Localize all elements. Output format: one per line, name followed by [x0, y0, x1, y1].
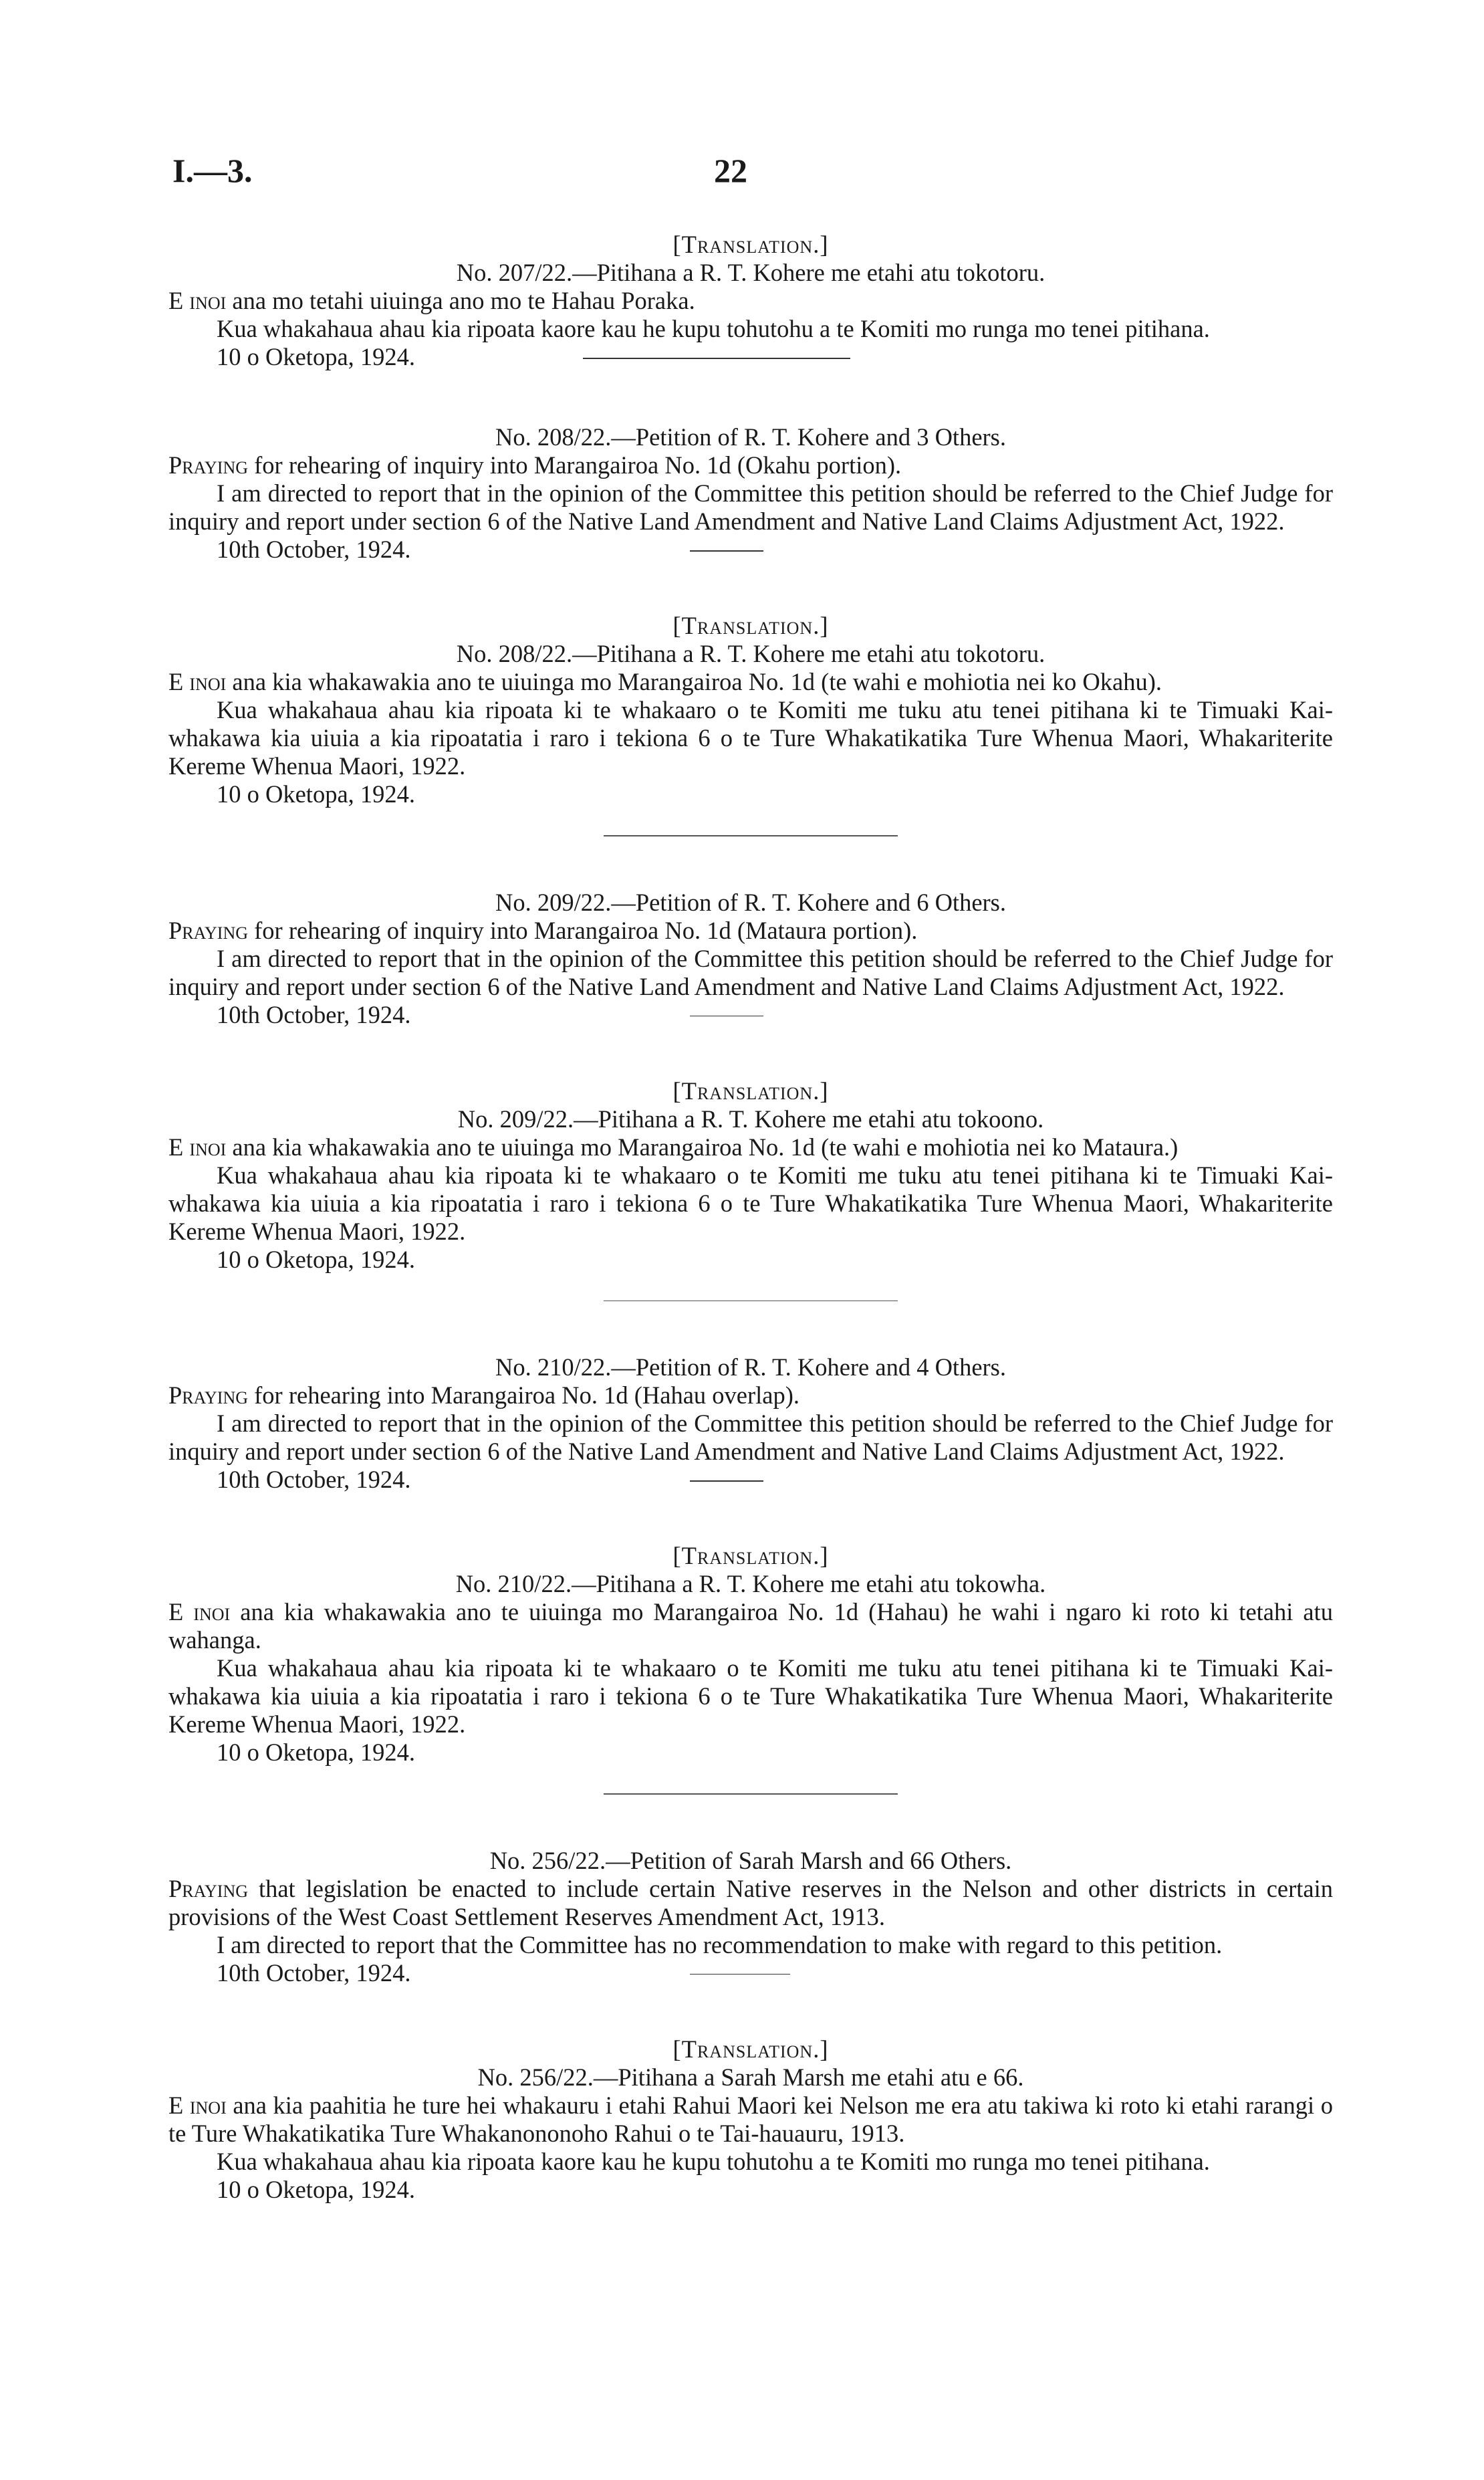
report-date: 10th October, 1924.	[217, 1000, 411, 1028]
report-date: 10 o Oketopa, 1924.	[217, 780, 416, 808]
petition-title-text: —Pitihana a R. T. Kohere me etahi atu tokotoru.	[572, 259, 1045, 286]
prayer-text: ana kia whakawakia ano te uiuinga mo Marangairoa No. 1d (Hahau) he wahi i ngaro ki roto ki tetahi atu wahanga.	[168, 1598, 1334, 1654]
section-separator	[604, 1793, 898, 1795]
prayer-paragraph	[168, 1875, 1333, 1931]
dateline	[168, 1959, 1333, 1987]
prayer-text: ana kia paahitia he ture hei whakauru i etahi Rahui Maori kei Nelson me era atu takiwa ki roto ki etahi rarangi o te Ture Whakatikatika Ture Whakanononoho Rahui o te Tai-hauauru, 1913.	[168, 2091, 1333, 2147]
petition-entry	[168, 2035, 1333, 2204]
prayer-paragraph	[168, 1598, 1333, 1654]
prayer-text: ana mo tetahi uiuinga ano mo te Hahau Poraka.	[226, 287, 695, 314]
petition-title-text: —Petition of Sarah Marsh and 66 Others.	[606, 1846, 1012, 1874]
petition-entry	[168, 231, 1333, 371]
petition-title-text: —Pitihana a R. T. Kohere me etahi atu tokoono.	[574, 1105, 1044, 1133]
petition-number: No. 256/22.	[489, 1846, 606, 1874]
prayer-lead: Praying	[168, 451, 249, 479]
report-date: 10th October, 1924.	[217, 536, 411, 563]
petition-title-text: —Pitihana a R. T. Kohere me etahi atu tokotoru.	[572, 640, 1045, 667]
prayer-text: for rehearing of inquiry into Marangairoa No. 1d (Mataura portion).	[248, 916, 918, 944]
petition-title	[168, 640, 1333, 668]
petition-number: No. 208/22.	[456, 640, 573, 667]
report-paragraph: I am directed to report that the Committee has no recommendation to make with regard to this petition.	[217, 1930, 1223, 1958]
rule-line	[690, 1016, 763, 1017]
dateline	[168, 1001, 1333, 1029]
petition-number: No. 210/22.	[495, 1353, 612, 1381]
prayer-paragraph	[168, 668, 1333, 696]
petition-number: No. 209/22.	[457, 1105, 574, 1133]
petition-entry	[168, 423, 1333, 564]
petition-entry	[168, 612, 1333, 836]
prayer-lead: Praying	[168, 1381, 249, 1409]
report-paragraph: Kua whakahaua ahau kia ripoata ki te whakaaro o te Komiti me tuku atu tenei pitihana ki te Timuaki Kai-whakawa kia uiuia a kia ripoatatia i raro i tekiona 6 o te Ture Whakatikatika Ture Whenua Maori, Whakariterite Kereme Whenua Maori, 1922.	[168, 1161, 1333, 1245]
prayer-text: that legislation be enacted to include certain Native reserves in the Nelson and other districts in certain provisions of the West Coast Settlement Reserves Amendment Act, 1913.	[168, 1874, 1333, 1930]
petition-title-text: —Petition of R. T. Kohere and 4 Others.	[611, 1353, 1007, 1381]
petition-number: No. 207/22.	[456, 259, 573, 286]
petition-title	[168, 1105, 1333, 1133]
petition-number: No. 208/22.	[495, 423, 612, 451]
translation-label: [Translation.]	[672, 1077, 829, 1105]
document-body	[168, 231, 1333, 2256]
prayer-lead: E inoi	[168, 668, 227, 695]
page-header	[0, 151, 1484, 205]
petition-title-text: —Pitihana a Sarah Marsh me etahi atu e 66.	[593, 2063, 1024, 2091]
prayer-text: for rehearing into Marangairoa No. 1d (Hahau overlap).	[248, 1381, 800, 1409]
dateline	[168, 343, 1333, 371]
translation-label: [Translation.]	[672, 231, 829, 258]
report-date: 10 o Oketopa, 1924.	[217, 343, 416, 370]
rule-line	[690, 550, 763, 552]
prayer-lead: E inoi	[168, 1598, 231, 1625]
petition-number: No. 256/22.	[477, 2063, 594, 2091]
report-date: 10 o Oketopa, 1924.	[217, 1738, 416, 1766]
prayer-paragraph	[168, 917, 1333, 945]
translation-label: [Translation.]	[672, 2035, 829, 2063]
report-paragraph: Kua whakahaua ahau kia ripoata kaore kau he kupu tohutohu a te Komiti mo runga mo tenei pitihana.	[217, 2147, 1210, 2175]
petition-title-text: —Petition of R. T. Kohere and 3 Others.	[611, 423, 1007, 451]
section-separator	[604, 1301, 898, 1302]
petition-title-text: —Petition of R. T. Kohere and 6 Others.	[611, 888, 1007, 916]
dateline	[168, 780, 1333, 808]
petition-title-text: —Pitihana a R. T. Kohere me etahi atu tokowha.	[572, 1570, 1046, 1597]
report-date: 10th October, 1924.	[217, 1958, 411, 1987]
report-paragraph: I am directed to report that in the opinion of the Committee this petition should be referred to the Chief Judge for inquiry and report under section 6 of the Native Land Amendment and Native Land Claims Adjustment Act, 1922.	[168, 1410, 1333, 1465]
dateline	[168, 1466, 1333, 1494]
petition-entry	[168, 889, 1333, 1029]
translation-label: [Translation.]	[672, 1542, 829, 1569]
report-date: 10 o Oketopa, 1924.	[217, 2175, 416, 2203]
petition-title	[168, 1570, 1333, 1598]
petition-title	[168, 1847, 1333, 1875]
report-paragraph: I am directed to report that in the opinion of the Committee this petition should be referred to the Chief Judge for inquiry and report under section 6 of the Native Land Amendment and Native Land Claims Adjustment Act, 1922.	[168, 479, 1333, 535]
petition-entry	[168, 1542, 1333, 1795]
petition-entry	[168, 1847, 1333, 1987]
prayer-lead: Praying	[168, 1874, 249, 1902]
prayer-text: ana kia whakawakia ano te uiuinga mo Marangairoa No. 1d (te wahi e mohiotia nei ko Mataura.)	[226, 1133, 1179, 1161]
rule-line	[690, 1480, 763, 1482]
paper-reference: I.—3.	[172, 152, 253, 189]
dateline	[168, 1738, 1333, 1767]
petition-entry	[168, 1353, 1333, 1494]
rule-line	[583, 358, 850, 359]
report-date: 10 o Oketopa, 1924.	[217, 1245, 416, 1273]
dateline	[168, 2176, 1333, 2204]
prayer-lead: E inoi	[168, 2091, 227, 2119]
prayer-text: ana kia whakawakia ano te uiuinga mo Marangairoa No. 1d (te wahi e mohiotia nei ko Okahu).	[226, 668, 1162, 695]
petition-title	[168, 2063, 1333, 2092]
translation-label: [Translation.]	[672, 612, 829, 639]
prayer-paragraph	[168, 1381, 1333, 1410]
petition-entry	[168, 1077, 1333, 1302]
report-paragraph: Kua whakahaua ahau kia ripoata kaore kau he kupu tohutohu a te Komiti mo runga mo tenei pitihana.	[217, 315, 1210, 342]
prayer-paragraph	[168, 451, 1333, 479]
prayer-paragraph	[168, 1133, 1333, 1161]
prayer-paragraph	[168, 2092, 1333, 2148]
prayer-lead: E inoi	[168, 287, 227, 314]
page-number: 22	[714, 152, 747, 189]
prayer-paragraph	[168, 287, 1333, 315]
petition-title	[168, 259, 1333, 287]
petition-title	[168, 423, 1333, 451]
prayer-lead: Praying	[168, 916, 249, 944]
report-paragraph: Kua whakahaua ahau kia ripoata ki te whakaaro o te Komiti me tuku atu tenei pitihana ki te Timuaki Kai-whakawa kia uiuia a kia ripoatatia i raro i tekiona 6 o te Ture Whakatikatika Ture Whenua Maori, Whakariterite Kereme Whenua Maori, 1922.	[168, 696, 1333, 780]
prayer-lead: E inoi	[168, 1133, 227, 1161]
dateline	[168, 536, 1333, 564]
petition-number: No. 209/22.	[495, 888, 612, 916]
prayer-text: for rehearing of inquiry into Marangairoa No. 1d (Okahu portion).	[248, 451, 902, 479]
report-paragraph: Kua whakahaua ahau kia ripoata ki te whakaaro o te Komiti me tuku atu tenei pitihana ki te Timuaki Kai-whakawa kia uiuia a kia ripoatatia i raro i tekiona 6 o te Ture Whakatikatika Ture Whenua Maori, Whakariterite Kereme Whenua Maori, 1922.	[168, 1654, 1333, 1738]
report-date: 10th October, 1924.	[217, 1466, 411, 1493]
rule-line	[690, 1974, 790, 1975]
report-paragraph: I am directed to report that in the opinion of the Committee this petition should be referred to the Chief Judge for inquiry and report under section 6 of the Native Land Amendment and Native Land Claims Adjustment Act, 1922.	[168, 944, 1333, 1000]
section-separator	[604, 835, 898, 836]
dateline	[168, 1246, 1333, 1274]
petition-title	[168, 1353, 1333, 1381]
petition-title	[168, 889, 1333, 917]
petition-number: No. 210/22.	[455, 1570, 572, 1597]
